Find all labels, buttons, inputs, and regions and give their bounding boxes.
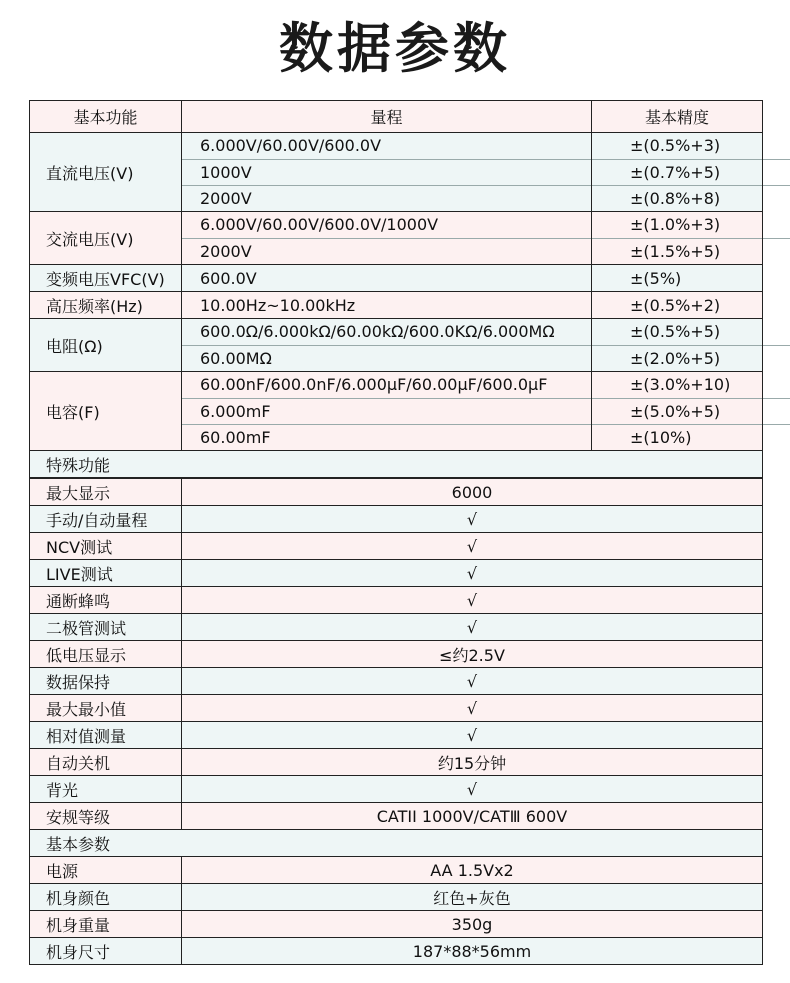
feature-row [30, 668, 763, 695]
feature-row [30, 560, 763, 587]
accuracy-cell: ±(0.5%+3) [630, 136, 721, 156]
feature-value: CATII 1000V/CATⅢ 600V [182, 803, 763, 830]
accuracy-cell: ±(0.7%+5) [592, 159, 790, 185]
feature-row [30, 776, 763, 803]
feature-label: 二极管测试 [30, 614, 182, 641]
section-title: 基本参数 [30, 830, 763, 857]
feature-row [30, 641, 763, 668]
feature-row [30, 803, 763, 830]
measure-name: 交流电压(V) [30, 212, 182, 265]
spec-table-wrapper [29, 100, 762, 965]
range-cell: 600.0V [182, 265, 592, 292]
range-cell: 2000V [182, 238, 790, 264]
feature-value: √ [182, 722, 763, 749]
feature-row [30, 695, 763, 722]
accuracy-cell: ±(3.0%+10) [630, 375, 731, 395]
feature-label: 机身重量 [30, 911, 182, 938]
feature-value: √ [182, 776, 763, 803]
feature-table [29, 478, 763, 965]
measure-row-resistance [30, 319, 763, 372]
feature-value: 约15分钟 [182, 749, 763, 776]
feature-value: 6000 [182, 479, 763, 506]
feature-label: 最大最小值 [30, 695, 182, 722]
section-title: 特殊功能 [30, 451, 763, 478]
range-cell: 1000V [182, 159, 790, 185]
header-accuracy: 基本精度 [592, 101, 763, 133]
range-cell: 2000V [182, 185, 790, 211]
measure-row-frequency [30, 292, 763, 319]
accuracy-cell: ±(10%) [592, 424, 790, 450]
measure-name: 变频电压VFC(V) [30, 265, 182, 292]
feature-label: 相对值测量 [30, 722, 182, 749]
accuracy-cell: ±(5%) [592, 265, 763, 292]
feature-label: 背光 [30, 776, 182, 803]
range-cell: 6.000V/60.00V/600.0V [200, 136, 382, 156]
feature-row [30, 857, 763, 884]
range-cell: 600.0Ω/6.000kΩ/60.00kΩ/600.0KΩ/6.000MΩ [200, 322, 555, 342]
feature-row [30, 749, 763, 776]
range-cell: 60.00nF/600.0nF/6.000μF/60.00μF/600.0μF [200, 375, 548, 395]
measure-row-capacitance [30, 372, 763, 451]
range-cell: 6.000mF [182, 398, 790, 424]
feature-row [30, 911, 763, 938]
feature-value: 350g [182, 911, 763, 938]
range-cell: 60.00MΩ [182, 345, 790, 371]
section-row-special [30, 451, 763, 478]
measure-row-vfc [30, 265, 763, 292]
feature-row [30, 479, 763, 506]
range-cell: 60.00mF [182, 424, 790, 450]
feature-label: 数据保持 [30, 668, 182, 695]
feature-label: 安规等级 [30, 803, 182, 830]
section-row-basic [30, 830, 763, 857]
measure-row-dc-voltage [30, 133, 763, 212]
accuracy-cell: ±(0.5%+5) [630, 322, 721, 342]
feature-label: 最大显示 [30, 479, 182, 506]
feature-label: 自动关机 [30, 749, 182, 776]
feature-value: √ [182, 587, 763, 614]
page-title: 数据参数 [279, 17, 511, 80]
header-range: 量程 [182, 101, 592, 133]
accuracy-cell: ±(0.5%+2) [592, 292, 763, 319]
accuracy-cell: ±(1.5%+5) [592, 238, 790, 264]
feature-row [30, 533, 763, 560]
feature-value: √ [182, 668, 763, 695]
header-function: 基本功能 [30, 101, 182, 133]
feature-value: √ [182, 506, 763, 533]
feature-row [30, 722, 763, 749]
range-cell: 10.00Hz~10.00kHz [182, 292, 592, 319]
feature-value: ≤约2.5V [182, 641, 763, 668]
feature-value: 187*88*56mm [182, 938, 763, 965]
header-row [30, 101, 763, 133]
feature-value: √ [182, 533, 763, 560]
feature-value: 红色+灰色 [182, 884, 763, 911]
feature-label: 手动/自动量程 [30, 506, 182, 533]
feature-label: 机身颜色 [30, 884, 182, 911]
measure-name: 直流电压(V) [30, 133, 182, 212]
measure-name: 高压频率(Hz) [30, 292, 182, 319]
feature-row [30, 884, 763, 911]
measure-name: 电容(F) [30, 372, 182, 451]
spec-table [29, 100, 763, 478]
feature-value: √ [182, 614, 763, 641]
feature-label: 机身尺寸 [30, 938, 182, 965]
feature-row [30, 587, 763, 614]
feature-value: AA 1.5Vx2 [182, 857, 763, 884]
feature-row [30, 506, 763, 533]
range-cell: 6.000V/60.00V/600.0V/1000V [200, 215, 439, 235]
accuracy-cell: ±(5.0%+5) [592, 398, 790, 424]
accuracy-cell: ±(0.8%+8) [592, 185, 790, 211]
feature-label: 通断蜂鸣 [30, 587, 182, 614]
feature-label: 电源 [30, 857, 182, 884]
feature-value: √ [182, 560, 763, 587]
feature-value: √ [182, 695, 763, 722]
feature-label: LIVE测试 [30, 560, 182, 587]
feature-row [30, 938, 763, 965]
accuracy-cell: ±(1.0%+3) [630, 215, 721, 235]
feature-row [30, 614, 763, 641]
feature-label: NCV测试 [30, 533, 182, 560]
measure-row-ac-voltage [30, 212, 763, 265]
measure-name: 电阻(Ω) [30, 319, 182, 372]
accuracy-cell: ±(2.0%+5) [592, 345, 790, 371]
feature-label: 低电压显示 [30, 641, 182, 668]
